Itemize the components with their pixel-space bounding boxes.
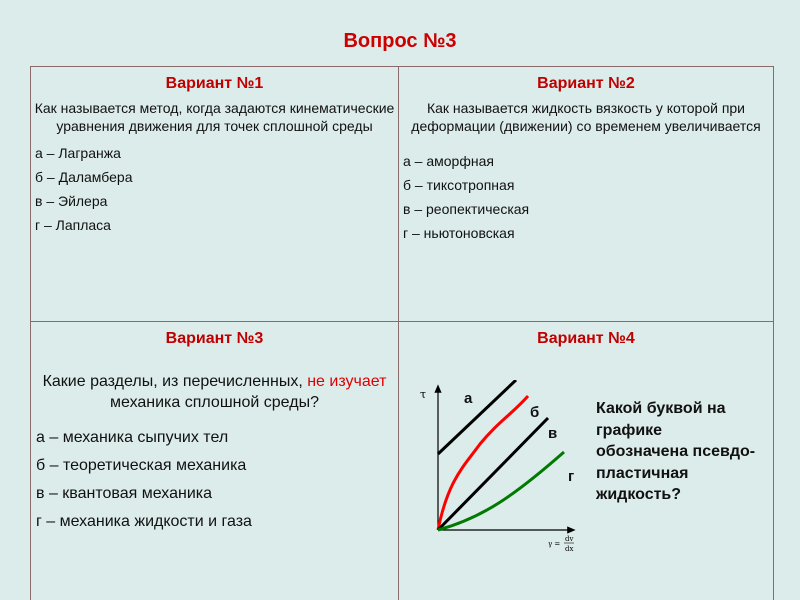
variant-2-question: Как называется жидкость вязкость у которой при деформации (движении) со временем увеличивается: [411, 100, 761, 134]
variant-2-options: [399, 149, 773, 245]
variant-3-option-a: а – механика сыпучих тел: [36, 429, 229, 446]
curve-label-b: б: [530, 404, 540, 421]
variant-3-option-b: б – теоретическая механика: [36, 457, 247, 474]
variant-2-header: Вариант №2: [537, 75, 635, 92]
variant-3-question-end: механика сплошной среды?: [110, 394, 319, 411]
variant-2-option-v: в – реопектическая: [403, 201, 530, 217]
variant-3-question: [31, 371, 398, 413]
variant-3-header: Вариант №3: [165, 330, 264, 347]
variant-2-cell: [399, 67, 773, 321]
curve-v: [438, 418, 548, 530]
variant-1-question: Как называется метод, когда задаются кинематические уравнения движения для точек сплошной среды: [34, 100, 395, 134]
curve-label-g: г: [568, 468, 575, 485]
variant-3-question-highlight: не изучает: [307, 373, 387, 390]
flow-curve-graph: [402, 380, 592, 560]
curve-b: [438, 396, 528, 530]
y-axis-label: τ: [420, 388, 427, 401]
svg-text:dv: dv: [565, 535, 574, 543]
variant-1-header: Вариант №1: [165, 75, 264, 92]
shear-rate-label-icon: [548, 535, 574, 553]
variant-1-option-a: а – Лагранжа: [35, 145, 121, 161]
variant-3-option-g: г – механика жидкости и газа: [36, 513, 252, 530]
svg-text:dx: dx: [565, 545, 574, 553]
variant-3-question-start: Какие разделы, из перечисленных,: [42, 373, 303, 390]
variant-2-option-b: б – тиксотропная: [403, 177, 515, 193]
variant-1-option-g: г – Лапласа: [35, 217, 111, 233]
variant-3-cell: [31, 322, 398, 600]
curve-g: [438, 452, 564, 530]
svg-text:γ =: γ =: [548, 540, 561, 548]
variant-2-option-a: а – аморфная: [403, 153, 494, 169]
variant-1-option-v: в – Эйлера: [35, 193, 108, 209]
curve-label-a: а: [464, 390, 473, 407]
variant-1-options: [31, 141, 398, 237]
page-title: Вопрос №3: [343, 30, 457, 52]
variant-4-question: Какой буквой на графике обозначена псевдо-пластичная жидкость?: [596, 400, 756, 503]
variant-1-option-b: б – Даламбера: [35, 169, 133, 185]
variant-2-option-g: г – ньютоновская: [403, 225, 515, 241]
variant-1-cell: [31, 67, 398, 321]
variant-4-header: Вариант №4: [537, 330, 635, 347]
variant-3-options: [31, 424, 398, 536]
curve-label-v: в: [548, 425, 558, 442]
variant-3-option-v: в – квантовая механика: [36, 485, 213, 502]
